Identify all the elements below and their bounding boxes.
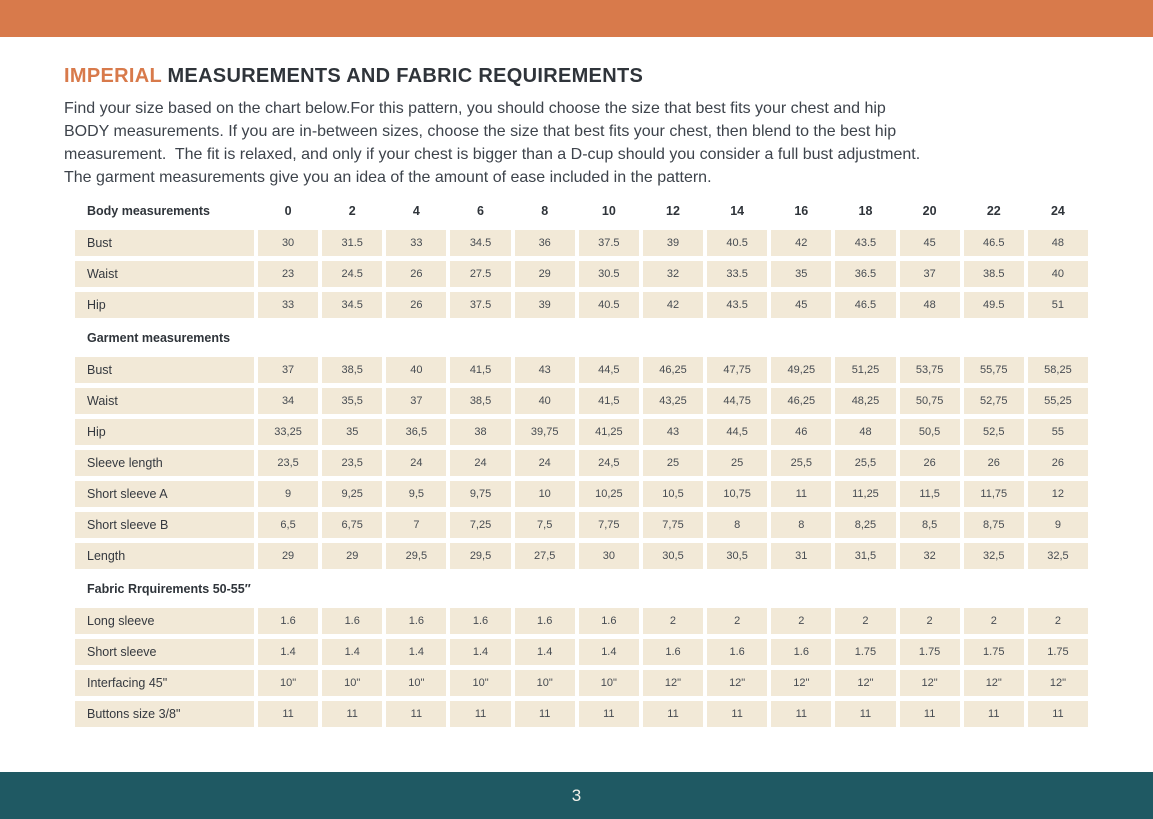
measurement-cell: 11,5	[900, 481, 960, 507]
measurement-cell: 30,5	[643, 543, 703, 569]
measurement-cell: 44,75	[707, 388, 767, 414]
row-label: Waist	[75, 388, 254, 414]
measurement-cell: 10	[515, 481, 575, 507]
row-label: Waist	[75, 261, 254, 287]
measurement-cell: 1.75	[835, 639, 895, 665]
measurement-cell: 11	[579, 701, 639, 727]
measurement-cell: 1.6	[258, 608, 318, 634]
measurement-cell: 52,75	[964, 388, 1024, 414]
measurement-cell: 32,5	[1028, 543, 1088, 569]
measurement-cell: 38	[450, 419, 510, 445]
measurement-cell: 11	[1028, 701, 1088, 727]
measurement-cell: 7,5	[515, 512, 575, 538]
measurement-cell: 48,25	[835, 388, 895, 414]
measurement-cell: 33	[386, 230, 446, 256]
size-column-header: 18	[858, 204, 873, 218]
measurement-cell: 33.5	[707, 261, 767, 287]
measurement-cell: 1.75	[964, 639, 1024, 665]
measurement-cell: 9	[1028, 512, 1088, 538]
measurement-cell: 24,5	[579, 450, 639, 476]
row-label: Length	[75, 543, 254, 569]
measurement-cell: 1.6	[707, 639, 767, 665]
intro-line: measurement. The fit is relaxed, and only if your chest is bigger than a D-cup should you consider a full bust adjustment.	[64, 146, 921, 163]
measurement-cell: 11	[386, 701, 446, 727]
measurement-cell: 10,5	[643, 481, 703, 507]
measurement-cell: 1.4	[579, 639, 639, 665]
measurement-cell: 1.6	[450, 608, 510, 634]
measurement-cell: 40.5	[579, 292, 639, 318]
section-header-row	[75, 576, 1088, 602]
table-row	[75, 261, 1088, 287]
measurement-cell: 8,75	[964, 512, 1024, 538]
size-column-header: 0	[284, 204, 292, 218]
measurement-cell: 11,25	[835, 481, 895, 507]
measurement-cell: 12"	[900, 670, 960, 696]
measurement-cell: 37	[386, 388, 446, 414]
measurement-cell: 47,75	[707, 357, 767, 383]
table-row	[75, 701, 1088, 727]
measurement-cell: 25	[643, 450, 703, 476]
measurement-cell: 2	[707, 608, 767, 634]
measurement-cell: 8,5	[900, 512, 960, 538]
measurement-cell: 1.6	[771, 639, 831, 665]
section-header-row	[75, 325, 1088, 351]
measurement-cell: 39	[515, 292, 575, 318]
title-rest: MEASUREMENTS AND FABRIC REQUIREMENTS	[161, 65, 644, 87]
measurement-cell: 43	[643, 419, 703, 445]
measurement-cell: 1.75	[1028, 639, 1088, 665]
table-row	[75, 357, 1088, 383]
measurement-cell: 10"	[579, 670, 639, 696]
measurement-cell: 49,25	[771, 357, 831, 383]
measurement-cell: 33,25	[258, 419, 318, 445]
measurement-cell: 24	[515, 450, 575, 476]
measurement-cell: 24	[386, 450, 446, 476]
measurement-cell: 31	[771, 543, 831, 569]
measurement-cell: 10,75	[707, 481, 767, 507]
measurement-cell: 8	[771, 512, 831, 538]
measurement-cell: 29	[322, 543, 382, 569]
measurement-cell: 7,75	[643, 512, 703, 538]
size-column-header: 8	[541, 204, 549, 218]
measurement-cell: 37.5	[450, 292, 510, 318]
measurement-cell: 11	[450, 701, 510, 727]
measurement-cell: 38.5	[964, 261, 1024, 287]
measurement-cell: 46,25	[643, 357, 703, 383]
row-label: Hip	[75, 292, 254, 318]
measurement-cell: 30	[579, 543, 639, 569]
measurement-cell: 37.5	[579, 230, 639, 256]
measurement-cell: 37	[900, 261, 960, 287]
title-unit-system: IMPERIAL	[64, 65, 162, 87]
measurement-cell: 1.4	[322, 639, 382, 665]
measurement-cell: 53,75	[900, 357, 960, 383]
measurement-cell: 32	[643, 261, 703, 287]
size-column-header: 4	[412, 204, 420, 218]
measurement-cell: 48	[835, 419, 895, 445]
measurement-cell: 41,5	[579, 388, 639, 414]
row-label: Bust	[75, 230, 254, 256]
measurement-cell: 58,25	[1028, 357, 1088, 383]
size-column-header: 20	[922, 204, 937, 218]
measurement-cell: 26	[1028, 450, 1088, 476]
size-chart-table	[75, 198, 1088, 727]
measurement-cell: 1.6	[579, 608, 639, 634]
measurement-cell: 33	[258, 292, 318, 318]
measurement-cell: 26	[900, 450, 960, 476]
measurement-cell: 11	[771, 481, 831, 507]
measurement-cell: 35	[771, 261, 831, 287]
measurement-cell: 10"	[450, 670, 510, 696]
measurement-cell: 50,75	[900, 388, 960, 414]
table-row	[75, 450, 1088, 476]
measurement-cell: 7,25	[450, 512, 510, 538]
table-row	[75, 543, 1088, 569]
measurement-cell: 26	[964, 450, 1024, 476]
measurement-cell: 27.5	[450, 261, 510, 287]
measurement-cell: 1.4	[258, 639, 318, 665]
measurement-cell: 41,25	[579, 419, 639, 445]
measurement-cell: 51,25	[835, 357, 895, 383]
measurement-cell: 26	[386, 261, 446, 287]
section-title: Fabric Rrquirements 50-55″	[87, 582, 251, 596]
measurement-cell: 30,5	[707, 543, 767, 569]
measurement-cell: 1.6	[515, 608, 575, 634]
measurement-cell: 1.75	[900, 639, 960, 665]
measurement-cell: 11	[964, 701, 1024, 727]
size-column-header: 10	[601, 204, 616, 218]
measurement-cell: 55,25	[1028, 388, 1088, 414]
table-row	[75, 292, 1088, 318]
top-accent-bar	[0, 0, 1153, 37]
measurement-cell: 12"	[707, 670, 767, 696]
table-row	[75, 512, 1088, 538]
row-label: Short sleeve B	[75, 512, 254, 538]
row-label: Bust	[75, 357, 254, 383]
measurement-cell: 27,5	[515, 543, 575, 569]
size-column-header: 24	[1050, 204, 1065, 218]
measurement-cell: 26	[386, 292, 446, 318]
measurement-cell: 46,25	[771, 388, 831, 414]
measurement-cell: 2	[1028, 608, 1088, 634]
measurement-cell: 11,75	[964, 481, 1024, 507]
measurement-cell: 44,5	[579, 357, 639, 383]
size-column-header: 14	[730, 204, 745, 218]
measurement-cell: 36,5	[386, 419, 446, 445]
intro-line: The garment measurements give you an idea of the amount of ease included in the pattern.	[64, 169, 712, 186]
measurement-cell: 43	[515, 357, 575, 383]
measurement-cell: 8	[707, 512, 767, 538]
measurement-cell: 10"	[258, 670, 318, 696]
intro-line: Find your size based on the chart below.For this pattern, you should choose the size that best fits your chest and hip	[64, 100, 886, 117]
measurement-cell: 1.6	[643, 639, 703, 665]
measurement-cell: 29,5	[450, 543, 510, 569]
measurement-cell: 29	[258, 543, 318, 569]
measurement-cell: 40	[515, 388, 575, 414]
measurement-cell: 49.5	[964, 292, 1024, 318]
measurement-cell: 23	[258, 261, 318, 287]
row-label: Short sleeve A	[75, 481, 254, 507]
measurement-cell: 24.5	[322, 261, 382, 287]
measurement-cell: 6,5	[258, 512, 318, 538]
measurement-cell: 2	[643, 608, 703, 634]
size-column-header: 22	[986, 204, 1001, 218]
measurement-cell: 31.5	[322, 230, 382, 256]
measurement-cell: 48	[1028, 230, 1088, 256]
measurement-cell: 36	[515, 230, 575, 256]
measurement-cell: 12"	[835, 670, 895, 696]
measurement-cell: 11	[707, 701, 767, 727]
measurement-cell: 32	[900, 543, 960, 569]
measurement-cell: 55,75	[964, 357, 1024, 383]
measurement-cell: 40	[1028, 261, 1088, 287]
measurement-cell: 6,75	[322, 512, 382, 538]
table-row	[75, 670, 1088, 696]
measurement-cell: 43,25	[643, 388, 703, 414]
measurement-cell: 8,25	[835, 512, 895, 538]
measurement-cell: 12"	[771, 670, 831, 696]
measurement-cell: 11	[643, 701, 703, 727]
measurement-cell: 43.5	[707, 292, 767, 318]
size-column-header: 2	[348, 204, 356, 218]
measurement-cell: 40	[386, 357, 446, 383]
measurement-cell: 38,5	[450, 388, 510, 414]
measurement-cell: 2	[835, 608, 895, 634]
row-label: Hip	[75, 419, 254, 445]
table-row	[75, 639, 1088, 665]
measurement-cell: 39	[643, 230, 703, 256]
measurement-cell: 31,5	[835, 543, 895, 569]
measurement-cell: 45	[771, 292, 831, 318]
row-label: Long sleeve	[75, 608, 254, 634]
section-title: Body measurements	[87, 204, 210, 218]
measurement-cell: 50,5	[900, 419, 960, 445]
measurement-cell: 29	[515, 261, 575, 287]
measurement-cell: 1.6	[322, 608, 382, 634]
measurement-cell: 30	[258, 230, 318, 256]
measurement-cell: 9	[258, 481, 318, 507]
measurement-cell: 9,25	[322, 481, 382, 507]
measurement-cell: 46	[771, 419, 831, 445]
measurement-cell: 9,5	[386, 481, 446, 507]
measurement-cell: 42	[643, 292, 703, 318]
measurement-cell: 52,5	[964, 419, 1024, 445]
measurement-cell: 41,5	[450, 357, 510, 383]
measurement-cell: 2	[900, 608, 960, 634]
measurement-cell: 2	[771, 608, 831, 634]
measurement-cell: 1.6	[386, 608, 446, 634]
measurement-cell: 34	[258, 388, 318, 414]
table-row	[75, 481, 1088, 507]
table-row	[75, 388, 1088, 414]
size-column-header: 6	[477, 204, 484, 218]
measurement-cell: 25,5	[835, 450, 895, 476]
measurement-cell: 12"	[643, 670, 703, 696]
page-content	[0, 37, 1153, 727]
measurement-cell: 10"	[515, 670, 575, 696]
measurement-cell: 37	[258, 357, 318, 383]
measurement-cell: 12"	[964, 670, 1024, 696]
measurement-cell: 42	[771, 230, 831, 256]
measurement-cell: 23,5	[258, 450, 318, 476]
measurement-cell: 10"	[386, 670, 446, 696]
size-column-header: 16	[794, 204, 809, 218]
row-label: Interfacing 45"	[75, 670, 254, 696]
intro-paragraph	[64, 97, 1089, 189]
measurement-cell: 46.5	[964, 230, 1024, 256]
measurement-cell: 1.4	[386, 639, 446, 665]
measurement-cell: 51	[1028, 292, 1088, 318]
section-header-row	[75, 198, 1088, 224]
row-label: Short sleeve	[75, 639, 254, 665]
measurement-cell: 40.5	[707, 230, 767, 256]
page-number: 3	[571, 785, 582, 805]
measurement-cell: 9,75	[450, 481, 510, 507]
measurement-cell: 2	[964, 608, 1024, 634]
intro-line: BODY measurements. If you are in-between sizes, choose the size that best fits your chest, then blend to the best hip	[64, 123, 897, 140]
measurement-cell: 1.4	[450, 639, 510, 665]
measurement-cell: 11	[771, 701, 831, 727]
measurement-cell: 23,5	[322, 450, 382, 476]
measurement-cell: 39,75	[515, 419, 575, 445]
measurement-cell: 35,5	[322, 388, 382, 414]
measurement-cell: 48	[900, 292, 960, 318]
section-title: Garment measurements	[87, 331, 231, 345]
table-row	[75, 230, 1088, 256]
row-label: Buttons size 3/8"	[75, 701, 254, 727]
measurement-cell: 45	[900, 230, 960, 256]
measurement-cell: 11	[835, 701, 895, 727]
measurement-cell: 36.5	[835, 261, 895, 287]
measurement-cell: 43.5	[835, 230, 895, 256]
measurement-cell: 25	[707, 450, 767, 476]
page-title	[64, 65, 1089, 88]
measurement-cell: 12"	[1028, 670, 1088, 696]
measurement-cell: 7,75	[579, 512, 639, 538]
measurement-cell: 44,5	[707, 419, 767, 445]
measurement-cell: 34.5	[450, 230, 510, 256]
measurement-cell: 12	[1028, 481, 1088, 507]
measurement-cell: 38,5	[322, 357, 382, 383]
measurement-cell: 35	[322, 419, 382, 445]
measurement-cell: 10,25	[579, 481, 639, 507]
measurement-cell: 32,5	[964, 543, 1024, 569]
measurement-cell: 24	[450, 450, 510, 476]
table-row	[75, 608, 1088, 634]
measurement-cell: 29,5	[386, 543, 446, 569]
footer-bar	[0, 772, 1153, 819]
measurement-cell: 25,5	[771, 450, 831, 476]
measurement-cell: 10"	[322, 670, 382, 696]
measurement-cell: 7	[386, 512, 446, 538]
measurement-cell: 11	[900, 701, 960, 727]
measurement-cell: 11	[322, 701, 382, 727]
table-row	[75, 419, 1088, 445]
measurement-cell: 46.5	[835, 292, 895, 318]
measurement-cell: 30.5	[579, 261, 639, 287]
measurement-cell: 55	[1028, 419, 1088, 445]
measurement-cell: 1.4	[515, 639, 575, 665]
size-column-header: 12	[666, 204, 680, 218]
row-label: Sleeve length	[75, 450, 254, 476]
measurement-cell: 11	[258, 701, 318, 727]
measurement-cell: 11	[515, 701, 575, 727]
measurement-cell: 34.5	[322, 292, 382, 318]
